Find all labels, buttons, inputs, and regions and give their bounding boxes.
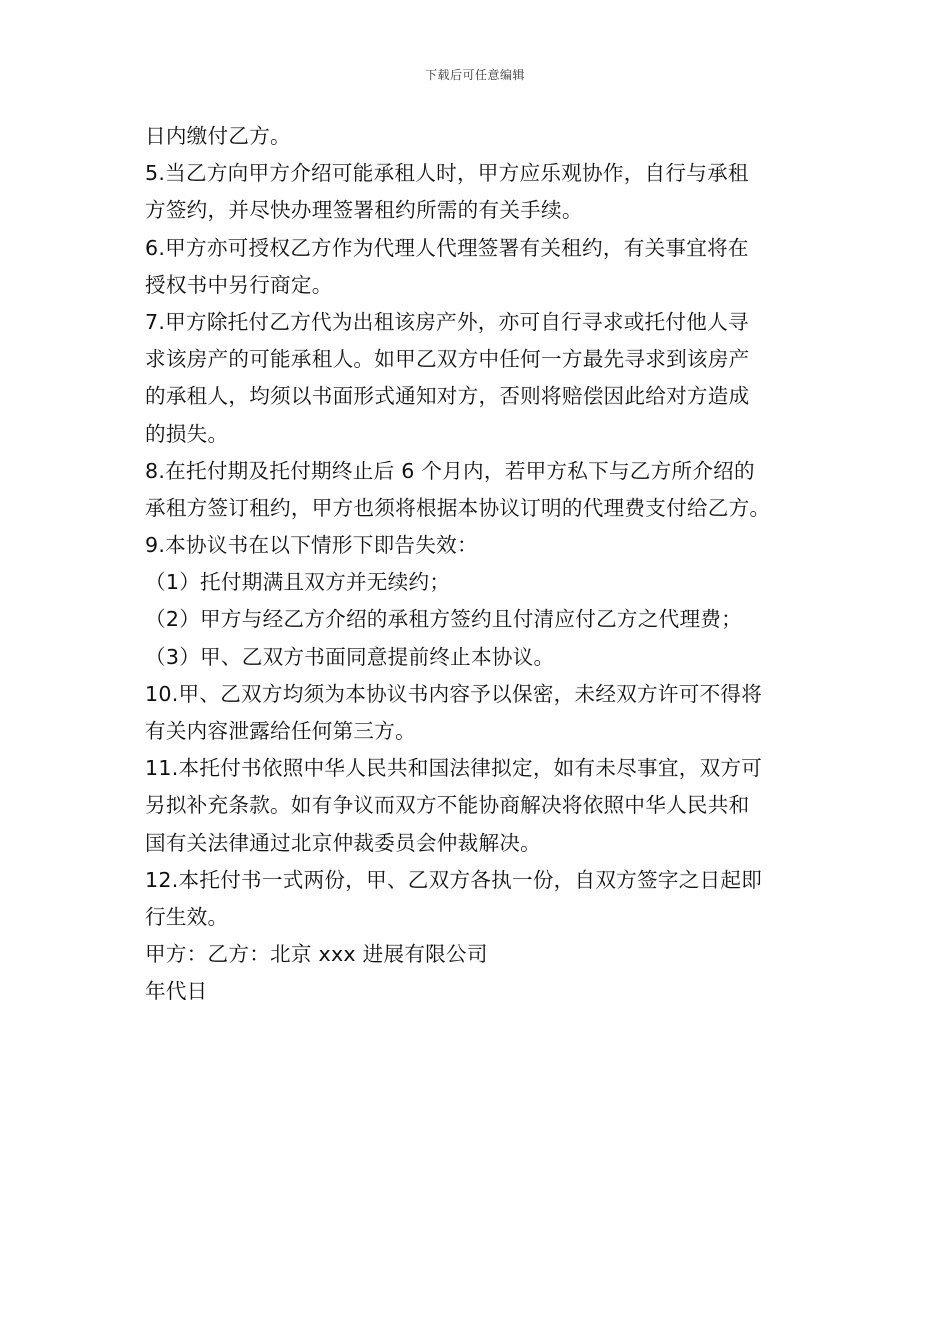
document-body bbox=[145, 118, 810, 1011]
text-line: 5.当乙方向甲方介绍可能承租人时，甲方应乐观协作，自行与承租 bbox=[145, 161, 749, 186]
text-line: 日内缴付乙方。 bbox=[145, 124, 291, 148]
text-line: 7.甲方除托付乙方代为出租该房产外，亦可自行寻求或托付他人寻 bbox=[145, 309, 749, 334]
text-line: 11.本托付书依照中华人民共和国法律拟定，如有未尽事宜，双方可 bbox=[145, 756, 763, 781]
text-line: （3）甲、乙双方书面同意提前终止本协议。 bbox=[145, 644, 555, 669]
text-line: 12.本托付书一式两份，甲、乙双方各执一份，自双方签字之日起即 bbox=[145, 867, 763, 892]
text-line: 授权书中另行商定。 bbox=[145, 272, 333, 297]
text-line: 另拟补充条款。如有争议而双方不能协商解决将依照中华人民共和 bbox=[145, 793, 750, 818]
text-line: 有关内容泄露给任何第三方。 bbox=[145, 719, 416, 743]
text-line: 方签约，并尽快办理签署租约所需的有关手续。 bbox=[145, 198, 583, 223]
text-line: 承租方签订租约，甲方也须将根据本协议订明的代理费支付给乙方。 bbox=[145, 495, 771, 520]
text-line: 的承租人，均须以书面形式通知对方，否则将赔偿因此给对方造成 bbox=[145, 384, 750, 409]
text-line: （2）甲方与经乙方介绍的承租方签约且付清应付乙方之代理费； bbox=[145, 607, 742, 632]
text-line: 10.甲、乙双方均须为本协议书内容予以保密，未经双方许可不得将 bbox=[145, 681, 763, 706]
text-line: 8.在托付期及托付期终止后 6 个月内，若甲方私下与乙方所介绍的 bbox=[145, 458, 755, 483]
text-line: 行生效。 bbox=[145, 904, 229, 929]
signature-line: 甲方：乙方：北京 xxx 进展有限公司 bbox=[145, 942, 488, 967]
text-line: （1）托付期满且双方并无续约； bbox=[145, 570, 451, 595]
text-line: 9.本协议书在以下情形下即告失效： bbox=[145, 533, 478, 558]
text-line: 6.甲方亦可授权乙方作为代理人代理签署有关租约，有关事宜将在 bbox=[145, 235, 749, 260]
text-line: 国有关法律通过北京仲裁委员会仲裁解决。 bbox=[145, 830, 542, 855]
text-line: 求该房产的可能承租人。如甲乙双方中任何一方最先寻求到该房产 bbox=[145, 347, 750, 372]
date-line: 年代日 bbox=[145, 979, 208, 1004]
text-line: 的损失。 bbox=[145, 421, 229, 446]
page-header-note: 下载后可任意编辑 bbox=[424, 68, 525, 82]
